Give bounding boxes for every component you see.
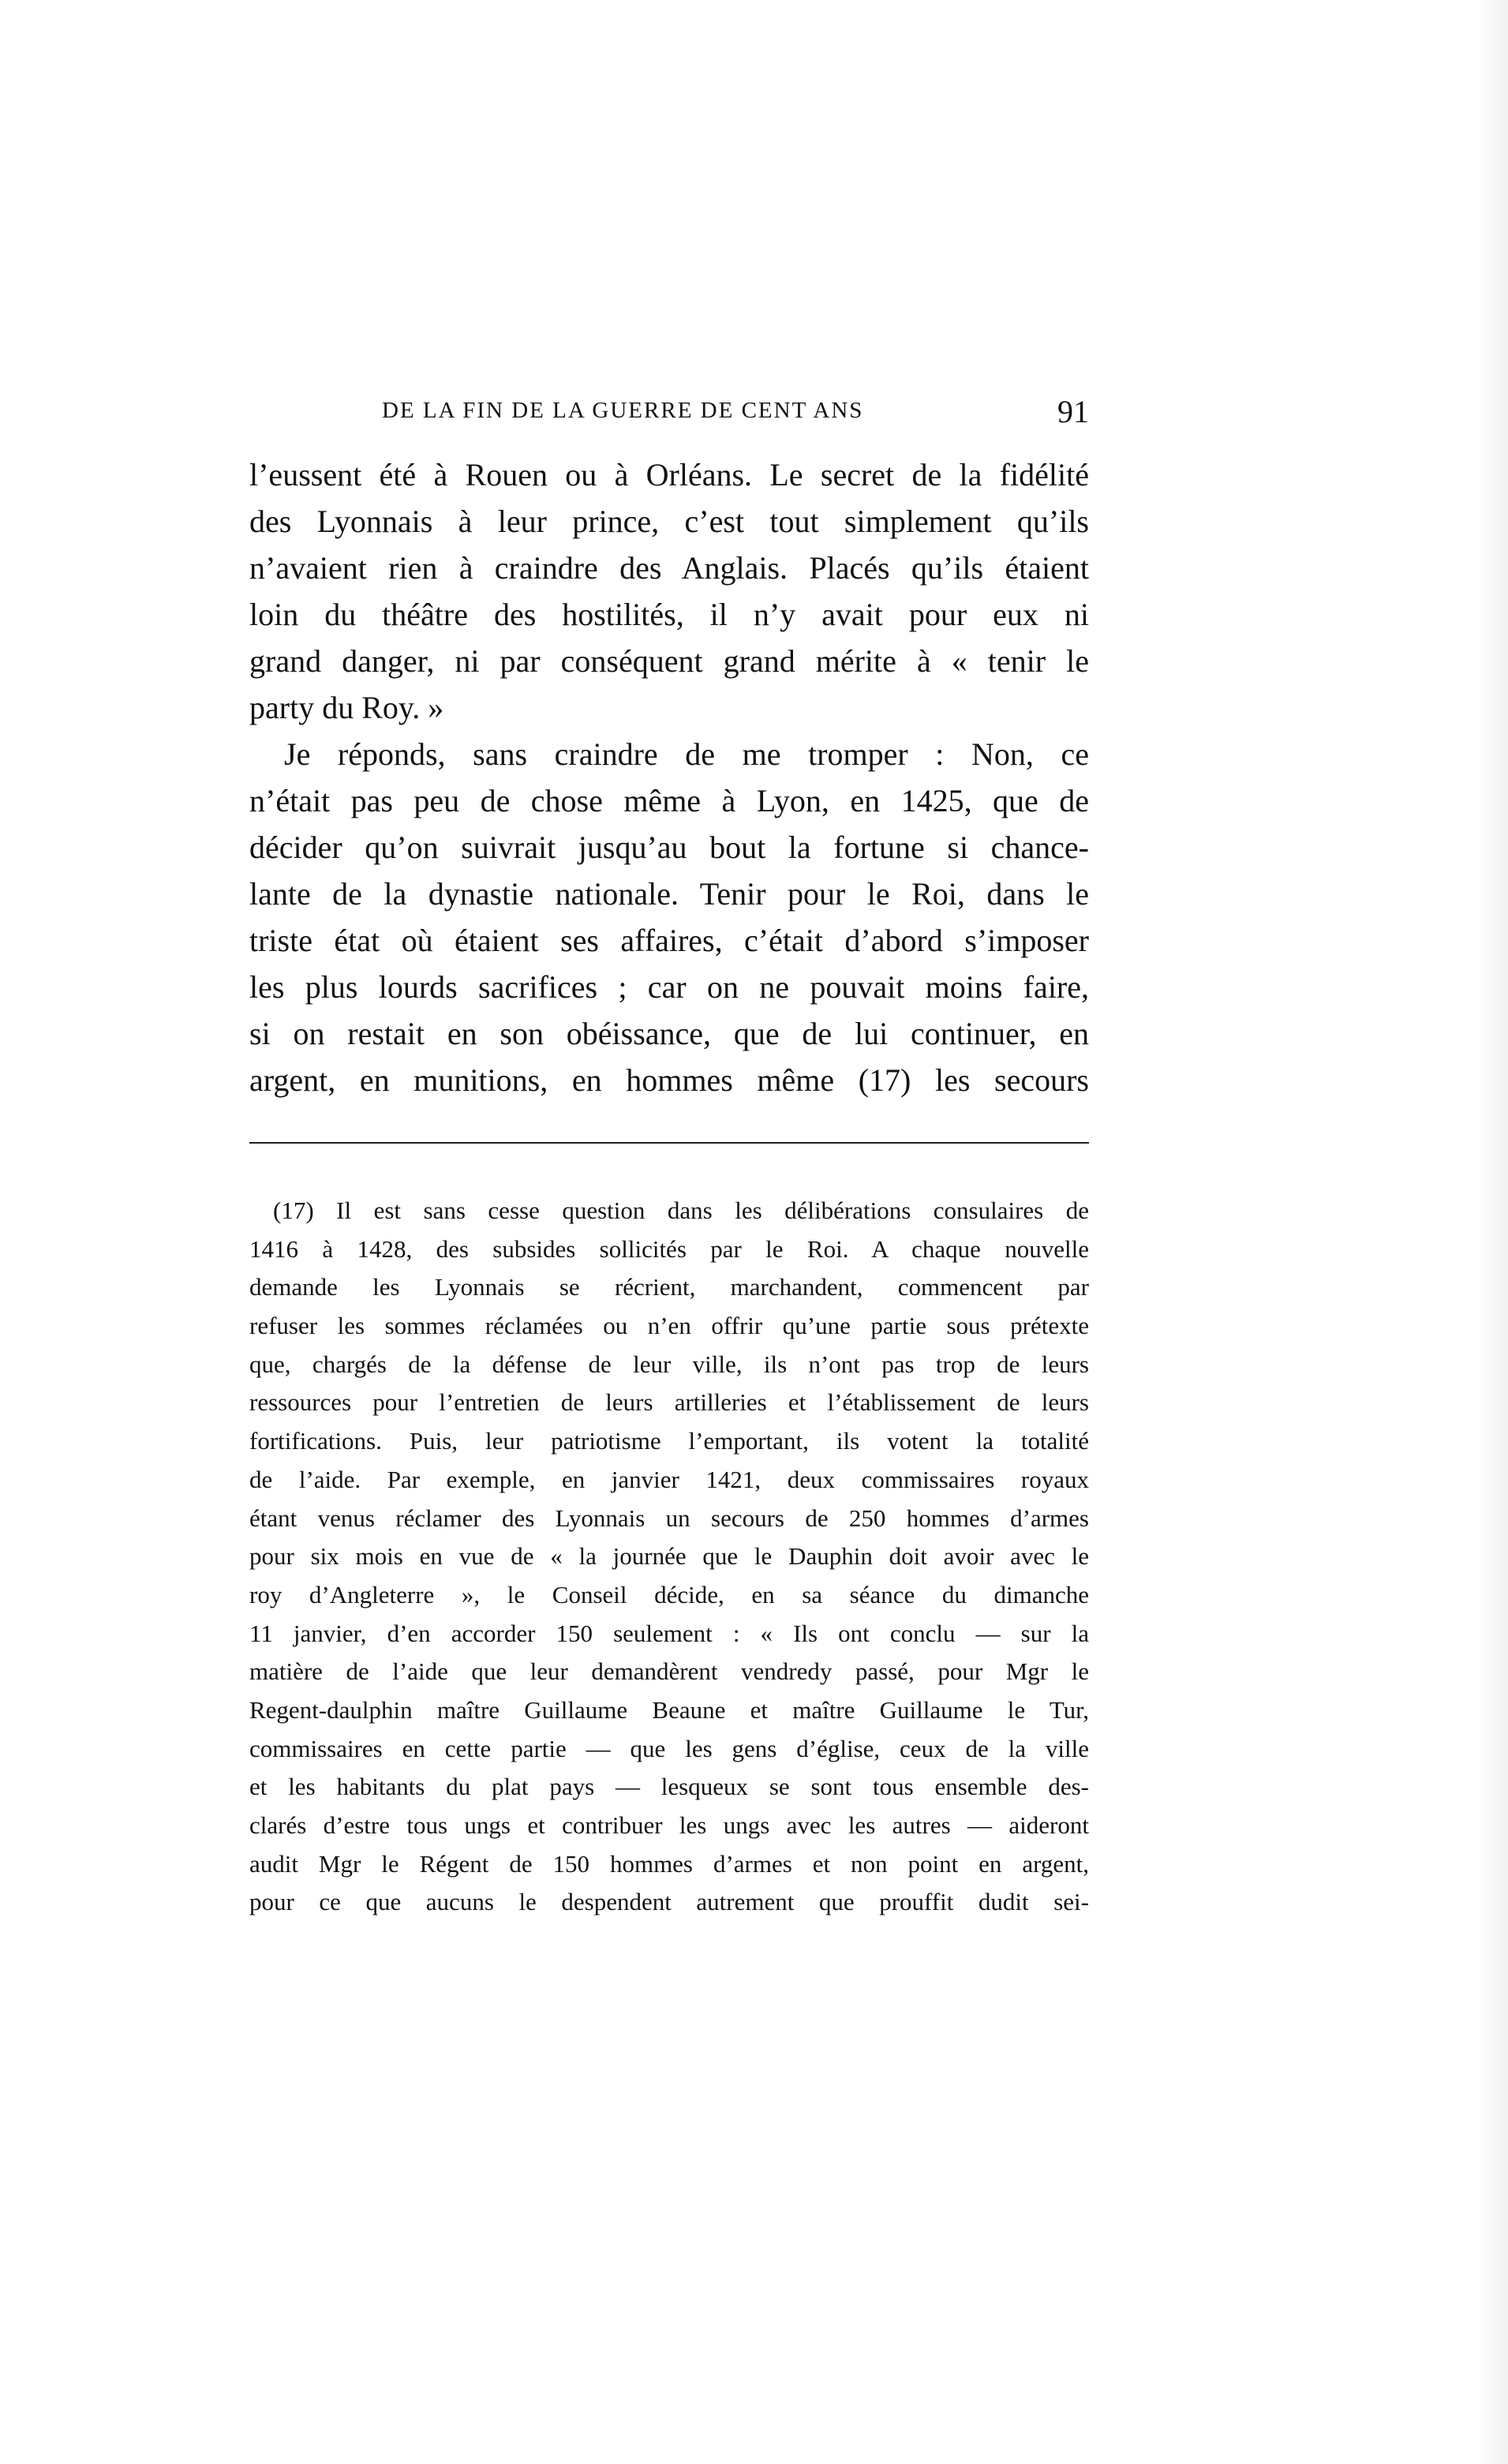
text-line: lante de la dynastie nationale. Tenir pour le Roi, dans le	[249, 876, 1089, 912]
text-line: triste état où étaient ses affaires, c’était d’abord s’imposer	[249, 923, 1089, 958]
footnote-line: de l’aide. Par exemple, en janvier 1421, deux commissaires royaux	[249, 1465, 1089, 1493]
paragraph	[249, 731, 1089, 1103]
footnote-line: matière de l’aide que leur demandèrent vendredy passé, pour Mgr le	[249, 1657, 1089, 1686]
footnote-line: que, chargés de la défense de leur ville, ils n’ont pas trop de leurs	[249, 1350, 1089, 1378]
text-line: décider qu’on suivrait jusqu’au bout la fortune si chance-	[249, 829, 1089, 865]
page-number: 91	[1057, 394, 1089, 429]
text-line: Je réponds, sans craindre de me tromper : Non, ce	[284, 736, 1089, 772]
page-edge-shadow	[1476, 0, 1508, 2464]
text-line: des Lyonnais à leur prince, c’est tout simplement qu’ils	[249, 504, 1089, 539]
text-line: grand danger, ni par conséquent grand mérite à « tenir le	[249, 643, 1089, 679]
footnote-line: commissaires en cette partie — que les gens d’église, ceux de la ville	[249, 1734, 1089, 1762]
paragraph	[249, 451, 1089, 731]
footnote-line: et les habitants du plat pays — lesqueux se sont tous ensemble des-	[249, 1773, 1089, 1801]
running-title: DE LA FIN DE LA GUERRE DE CENT ANS	[382, 398, 864, 423]
text-line: n’était pas peu de chose même à Lyon, en 1425, que de	[249, 783, 1089, 818]
footnote-line: (17) Il est sans cesse question dans les délibérations consulaires de	[273, 1196, 1089, 1224]
footnote-line: refuser les sommes réclamées ou n’en offrir qu’une partie sous prétexte	[249, 1312, 1089, 1340]
text-line: n’avaient rien à craindre des Anglais. Placés qu’ils étaient	[249, 550, 1089, 586]
text-line: les plus lourds sacrifices ; car on ne pouvait moins faire,	[249, 969, 1089, 1005]
main-text	[249, 451, 1089, 1103]
footnote-line: Regent-daulphin maître Guillaume Beaune et maître Guillaume le Tur,	[249, 1695, 1089, 1724]
footnote-separator	[249, 1142, 1089, 1144]
footnote-line: étant venus réclamer des Lyonnais un secours de 250 hommes d’armes	[249, 1503, 1089, 1532]
footnote	[249, 1192, 1089, 1922]
footnote-line: fortifications. Puis, leur patriotisme l’emportant, ils votent la totalité	[249, 1427, 1089, 1455]
footnote-line: roy d’Angleterre », le Conseil décide, en sa séance du dimanche	[249, 1580, 1089, 1608]
running-header	[382, 393, 1089, 433]
text-line: party du Roy. »	[249, 690, 444, 725]
footnote-line: clarés d’estre tous ungs et contribuer les ungs avec les autres — aideront	[249, 1811, 1089, 1839]
text-line: si on restait en son obéissance, que de lui continuer, en	[249, 1016, 1089, 1051]
footnote-line: pour ce que aucuns le despendent autrement que prouffit dudit sei-	[249, 1888, 1089, 1916]
text-line: argent, en munitions, en hommes même (17) les secours	[249, 1062, 1089, 1098]
text-line: loin du théâtre des hostilités, il n’y avait pour eux ni	[249, 597, 1089, 632]
footnote-line: demande les Lyonnais se récrient, marchandent, commencent par	[249, 1273, 1089, 1301]
footnote-line: 11 janvier, d’en accorder 150 seulement : « Ils ont conclu — sur la	[249, 1619, 1089, 1647]
footnote-line: 1416 à 1428, des subsides sollicités par le Roi. A chaque nouvelle	[249, 1234, 1089, 1263]
text-line: l’eussent été à Rouen ou à Orléans. Le secret de la fidélité	[249, 457, 1089, 492]
footnote-line: audit Mgr le Régent de 150 hommes d’armes et non point en argent,	[249, 1849, 1089, 1878]
footnote-line: pour six mois en vue de « la journée que le Dauphin doit avoir avec le	[249, 1542, 1089, 1571]
footnote-line: ressources pour l’entretien de leurs artilleries et l’établissement de leurs	[249, 1388, 1089, 1417]
